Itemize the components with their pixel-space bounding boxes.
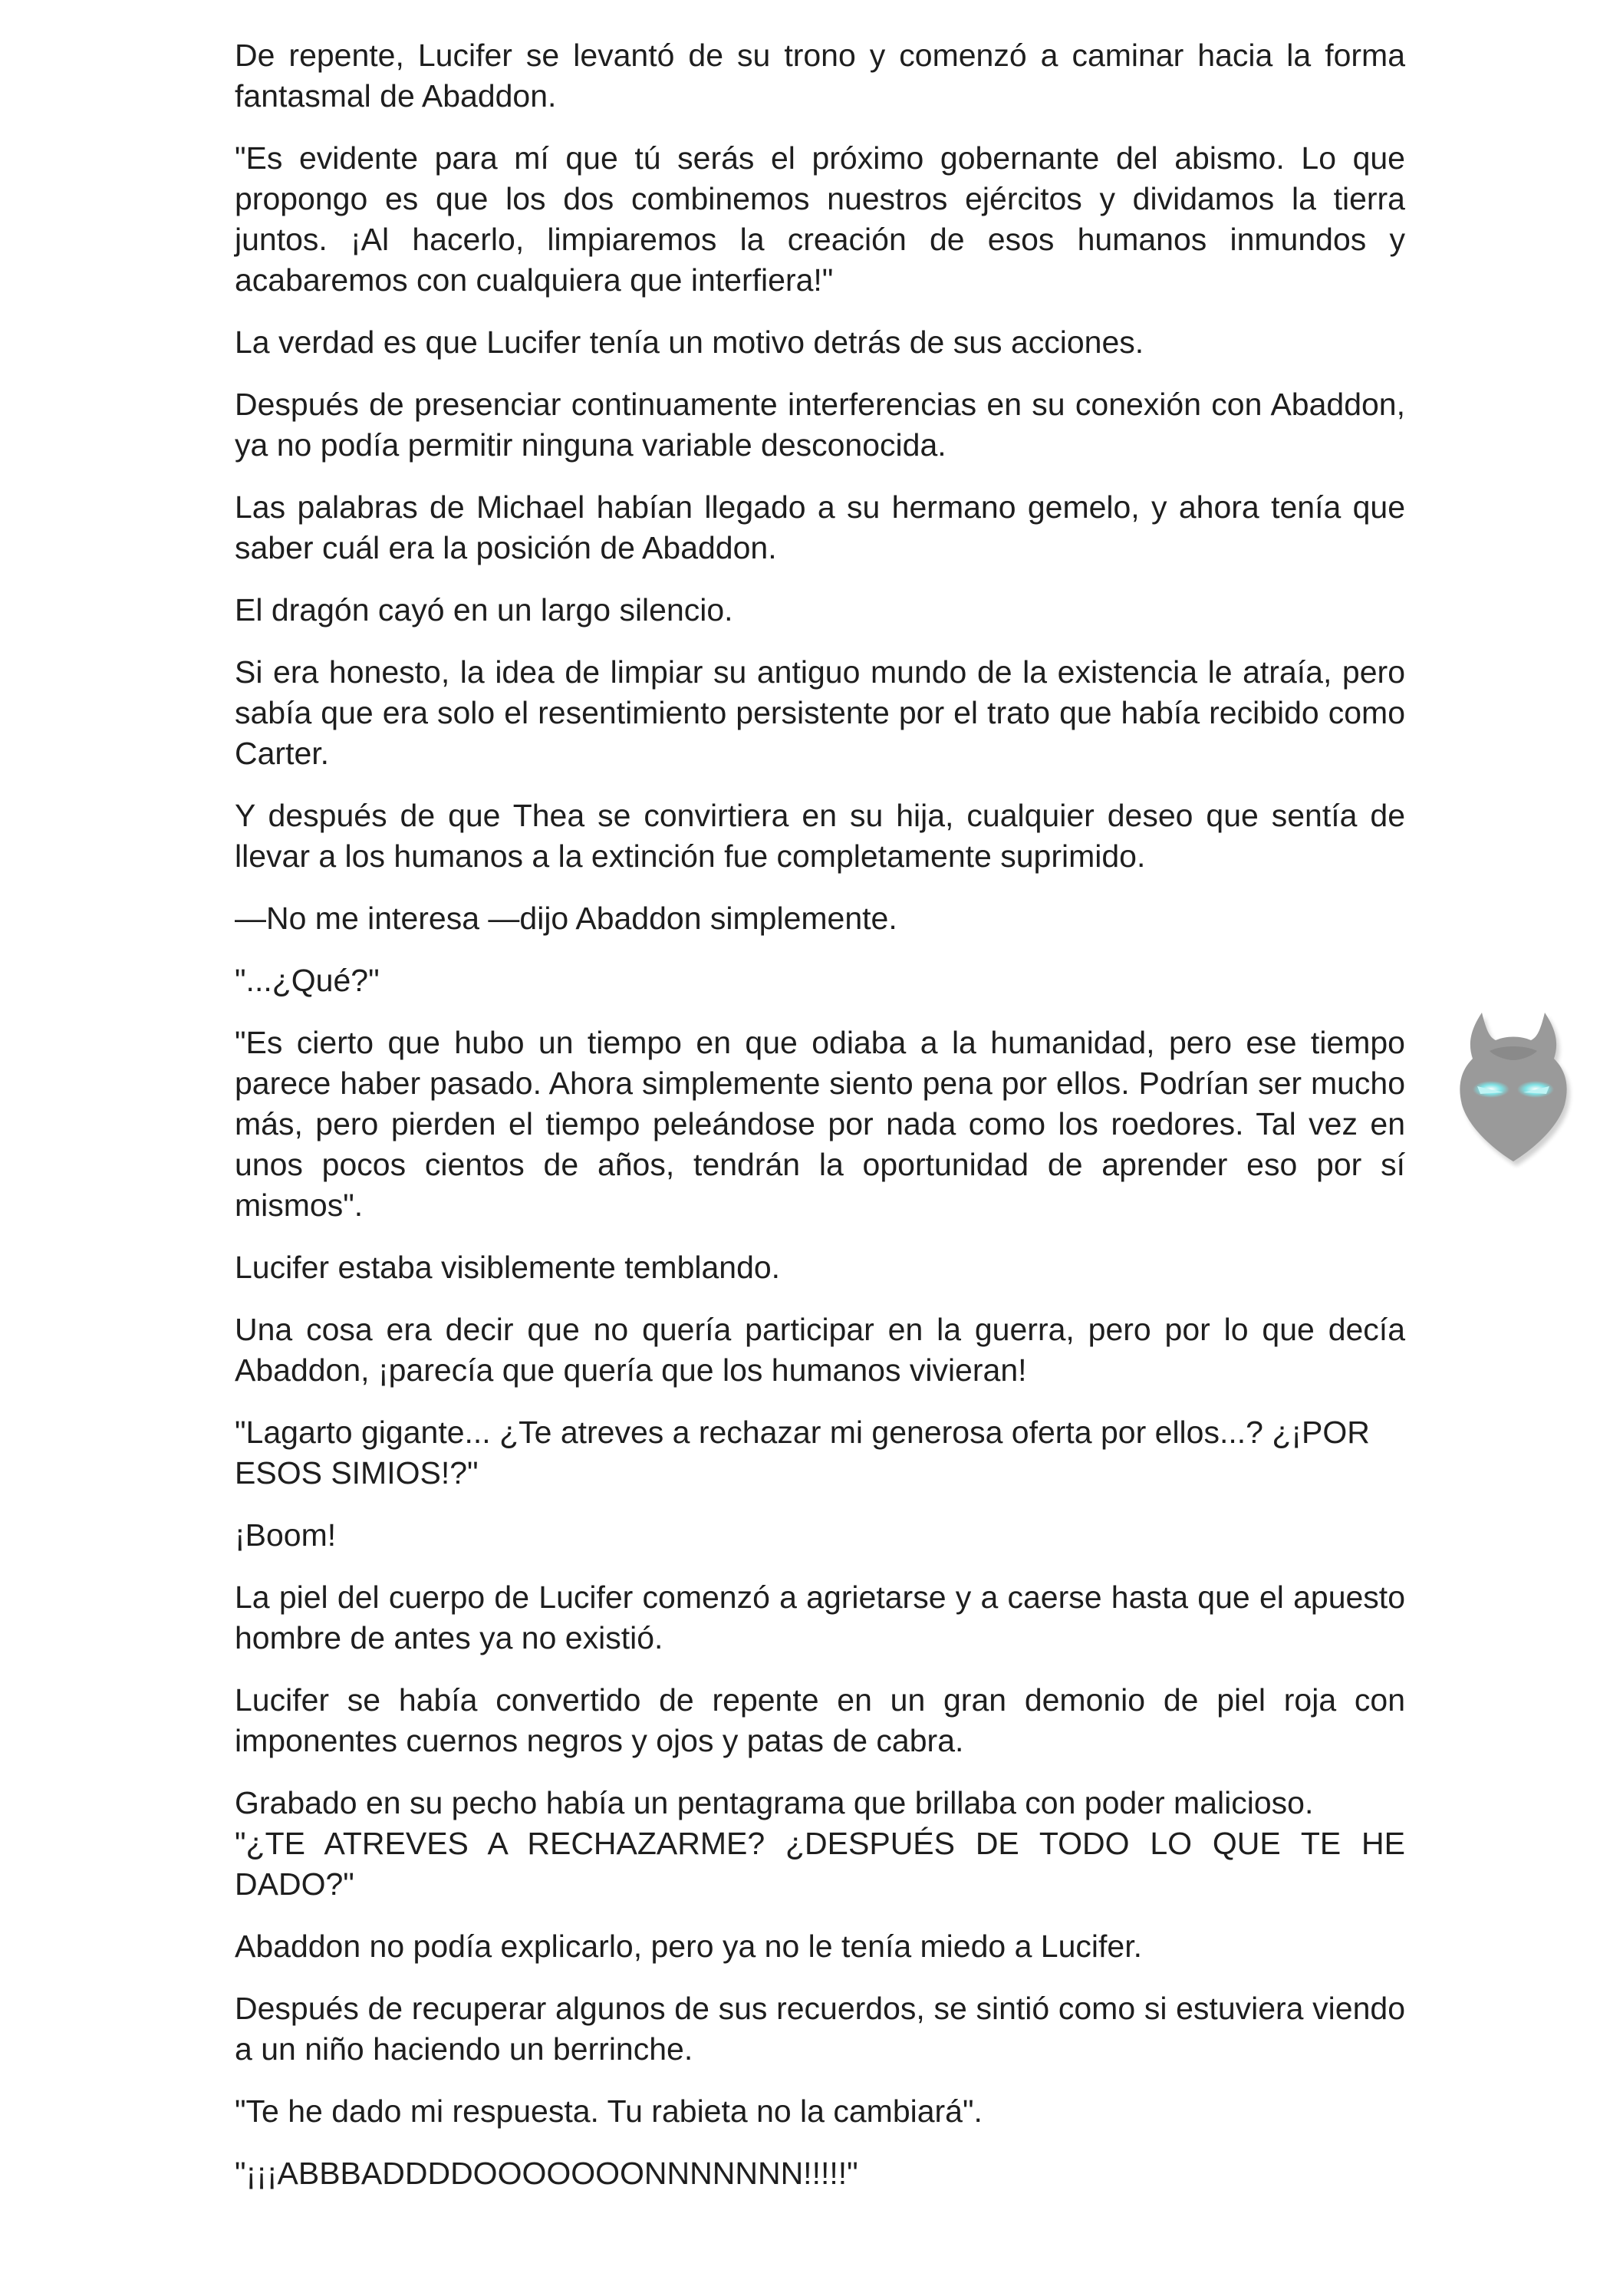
paragraph: ¡Boom! xyxy=(235,1517,337,1553)
paragraph: "¡¡¡ABBBADDDDOOOOOOONNNNNNN!!!!!" xyxy=(235,2156,858,2191)
paragraph: Después de presenciar continuamente interferencias en su conexión con Abaddon, ya no podía permitir ninguna variable desconocida. xyxy=(235,387,1405,463)
paragraph: "Lagarto gigante... ¿Te atreves a rechazar mi generosa oferta por ellos...? ¿¡POR ESOS SIMIOS!?" xyxy=(235,1415,1370,1491)
paragraph: —No me interesa —dijo Abaddon simplemente. xyxy=(235,901,897,936)
paragraph: Y después de que Thea se convirtiera en su hija, cualquier deseo que sentía de llevar a los humanos a la extinción fue completamente suprimido. xyxy=(235,798,1405,874)
paragraph: "Es evidente para mí que tú serás el próximo gobernante del abismo. Lo que propongo es que los dos combinemos nuestros ejércitos y dividamos la tierra juntos. ¡Al hacerlo, limpiaremos la creación de esos humanos inmundos y acabaremos con cualquiera que interfiera!" xyxy=(235,140,1405,298)
paragraph: "Te he dado mi respuesta. Tu rabieta no la cambiará". xyxy=(235,2093,983,2129)
paragraph: De repente, Lucifer se levantó de su trono y comenzó a caminar hacia la forma fantasmal de Abaddon. xyxy=(235,38,1405,114)
paragraph: Las palabras de Michael habían llegado a su hermano gemelo, y ahora tenía que saber cuál era la posición de Abaddon. xyxy=(235,489,1405,565)
paragraph: Lucifer estaba visiblemente temblando. xyxy=(235,1250,781,1285)
text-column xyxy=(235,35,1405,2215)
paragraph: La piel del cuerpo de Lucifer comenzó a agrietarse y a caerse hasta que el apuesto hombre de antes ya no existió. xyxy=(235,1580,1405,1655)
paragraph: Lucifer se había convertido de repente en un gran demonio de piel roja con imponentes cuernos negros y ojos y patas de cabra. xyxy=(235,1682,1405,1758)
paragraph: Una cosa era decir que no quería participar en la guerra, pero por lo que decía Abaddon, ¡parecía que quería que los humanos vivieran! xyxy=(235,1312,1405,1388)
paragraph: El dragón cayó en un largo silencio. xyxy=(235,592,733,628)
paragraph: "Es cierto que hubo un tiempo en que odiaba a la humanidad, pero ese tiempo parece haber pasado. Ahora simplemente siento pena por ellos. Podrían ser mucho más, pero pierden el tiempo peleándose por nada como los roedores. Tal vez en unos pocos cientos de años, tendrán la oportunidad de aprender eso por sí mismos". xyxy=(235,1025,1405,1223)
paragraph: La verdad es que Lucifer tenía un motivo detrás de sus acciones. xyxy=(235,324,1144,360)
paragraph: Abaddon no podía explicarlo, pero ya no le tenía miedo a Lucifer. xyxy=(235,1929,1142,1964)
paragraph: Después de recuperar algunos de sus recuerdos, se sintió como si estuviera viendo a un niño haciendo un berrinche. xyxy=(235,1991,1405,2067)
paragraph: "...¿Qué?" xyxy=(235,963,380,998)
paragraph: Grabado en su pecho había un pentagrama que brillaba con poder malicioso. "¿TE ATREVES A RECHAZARME? ¿DESPUÉS DE TODO LO QUE TE HE DADO?" xyxy=(235,1785,1405,1902)
paragraph: Si era honesto, la idea de limpiar su antiguo mundo de la existencia le atraía, pero sabía que era solo el resentimiento persistente por el trato que había recibido como Carter. xyxy=(235,654,1405,771)
demon-head-icon xyxy=(1442,997,1585,1169)
